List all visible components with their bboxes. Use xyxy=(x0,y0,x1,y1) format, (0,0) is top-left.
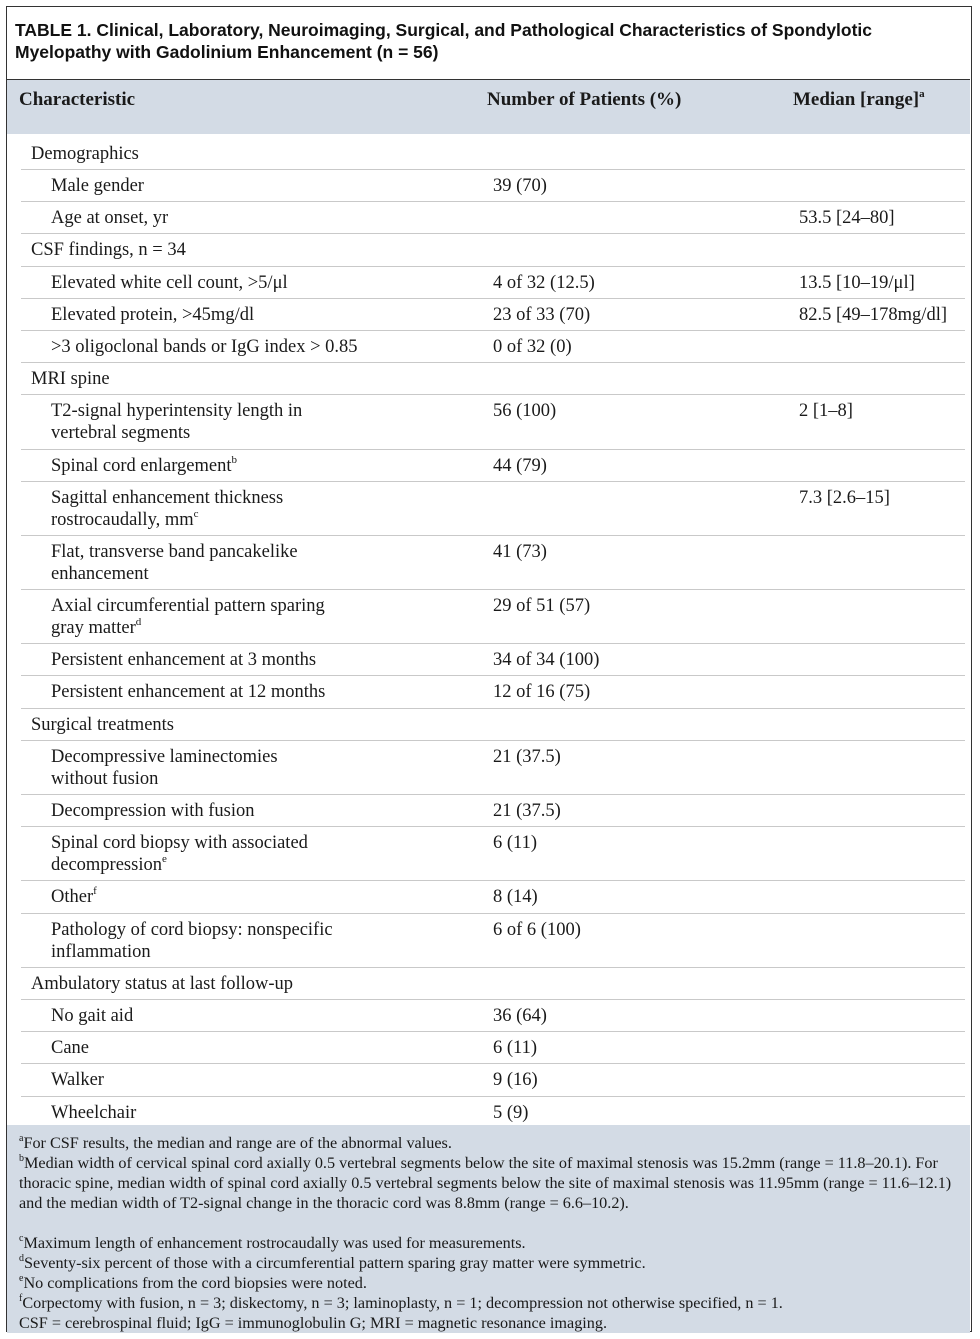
row-label: Decompression with fusion xyxy=(51,801,255,821)
row-label: Age at onset, yr xyxy=(51,208,169,229)
row-label: Male gender xyxy=(51,176,144,196)
table-row xyxy=(21,795,965,827)
table-row xyxy=(21,827,965,881)
row-label: T2-signal hyperintensity length in vertebral segments xyxy=(51,401,303,444)
table-row xyxy=(21,202,965,234)
row-patients: 12 of 16 (75) xyxy=(493,682,591,703)
table-row xyxy=(21,395,965,449)
footnote-mark: e xyxy=(161,853,167,866)
row-label: Sagittal enhancement thickness rostrocaudally, mm xyxy=(51,487,284,530)
table-row xyxy=(21,741,965,795)
row-label-wrap xyxy=(51,455,491,477)
table-row xyxy=(21,536,965,590)
table-footnotes xyxy=(7,1125,970,1333)
row-label: No gait aid xyxy=(51,1005,134,1026)
footnote-text: CSF = cerebrospinal fluid; IgG = immunoglobulin G; MRI = magnetic resonance imaging. xyxy=(19,1314,608,1332)
row-label: Wheelchair xyxy=(51,1102,137,1123)
row-patients: 44 (79) xyxy=(493,455,547,476)
row-label: Walker xyxy=(51,1070,104,1091)
table-row xyxy=(21,482,965,536)
footnote-text: Seventy-six percent of those with a circumferential pattern sparing gray matter were symmetric. xyxy=(24,1254,646,1272)
row-median: 7.3 [2.6–15] xyxy=(799,487,890,508)
row-label: Demographics xyxy=(31,144,139,164)
row-patients: 56 (100) xyxy=(493,401,557,422)
footnote-text: Maximum length of enhancement rostrocaudally was used for measurements. xyxy=(23,1234,526,1252)
footnote-mark: a xyxy=(19,1133,24,1144)
footnote-c xyxy=(19,1233,964,1253)
table-frame xyxy=(6,6,972,1332)
table-row xyxy=(21,1000,965,1032)
row-patients: 21 (37.5) xyxy=(493,801,561,821)
table-row xyxy=(21,590,965,644)
table-row xyxy=(21,1097,965,1129)
header-median xyxy=(793,88,925,112)
row-label-wrap xyxy=(51,487,351,531)
footnote-d xyxy=(19,1253,964,1273)
footnote-abbreviations xyxy=(19,1313,964,1333)
footnote-mark: d xyxy=(135,616,142,629)
row-patients: 6 (11) xyxy=(493,1038,538,1059)
header-median-text: Median [range] xyxy=(793,89,920,110)
footnote-mark: c xyxy=(19,1233,24,1244)
row-label: Elevated white cell count, >5/μl xyxy=(51,272,288,293)
row-label: >3 oligoclonal bands or IgG index > 0.85 xyxy=(51,336,358,357)
table-label: TABLE 1. xyxy=(15,20,92,40)
section-row-mri xyxy=(21,363,965,395)
table-row xyxy=(21,676,965,708)
footnote-text: Median width of cervical spinal cord axially 0.5 vertebral segments below the site of maximal stenosis was 15.2mm (range = 11.8–20.1). For thoracic spine, median width of spinal cord axially 0.5 vertebral segments below the site of maximal stenosis was 11.95mm (range = 11.6–12.1) and the median width of T2-signal change in the thoracic cord was 8.8mm (range = 6.6–10.2). xyxy=(19,1154,952,1212)
row-patients: 21 (37.5) xyxy=(493,746,561,767)
table-row xyxy=(21,644,965,676)
table-row xyxy=(21,331,965,363)
table-caption xyxy=(15,19,965,63)
table-title: Clinical, Laboratory, Neuroimaging, Surgical, and Pathological Characteristics of Spondylotic Myelopathy with Gadolinium Enhancement (n = 56) xyxy=(15,20,873,62)
footnote-mark: e xyxy=(19,1273,24,1284)
table-row xyxy=(21,267,965,299)
row-label: Spinal cord biopsy with associated decompression xyxy=(51,833,308,876)
table-row xyxy=(21,299,965,331)
row-label: MRI spine xyxy=(31,369,110,390)
row-label-wrap xyxy=(51,832,351,876)
footnote-text: Corpectomy with fusion, n = 3; diskectomy, n = 3; laminoplasty, n = 1; decompression not otherwise specified, n = 1. xyxy=(22,1294,783,1312)
table-row xyxy=(21,881,965,913)
footnote-a xyxy=(19,1133,964,1153)
footnote-e xyxy=(19,1273,964,1293)
row-patients: 6 of 6 (100) xyxy=(493,919,581,940)
section-row-demographics xyxy=(21,138,965,170)
table-row xyxy=(21,450,965,482)
row-label: Axial circumferential pattern sparing gray matter xyxy=(51,596,325,639)
row-patients: 36 (64) xyxy=(493,1005,547,1026)
header-characteristic: Characteristic xyxy=(19,89,136,110)
row-label: Cane xyxy=(51,1038,90,1059)
header-median-sup: a xyxy=(919,88,925,100)
header-patients: Number of Patients (%) xyxy=(487,89,682,110)
section-row-csf xyxy=(21,234,965,266)
row-label-wrap xyxy=(51,595,351,639)
row-label: Persistent enhancement at 3 months xyxy=(51,650,317,671)
row-label: Elevated protein, >45mg/dl xyxy=(51,304,255,325)
row-median: 2 [1–8] xyxy=(799,401,853,422)
table-row xyxy=(21,170,965,202)
row-median: 82.5 [49–178mg/dl] xyxy=(799,304,947,325)
footnote-text: For CSF results, the median and range are of the abnormal values. xyxy=(23,1134,452,1152)
row-label: Surgical treatments xyxy=(31,714,174,735)
row-median: 13.5 [10–19/μl] xyxy=(799,272,915,293)
row-patients: 23 of 33 (70) xyxy=(493,304,591,325)
footnote-b xyxy=(19,1153,964,1213)
row-patients: 8 (14) xyxy=(493,887,538,908)
row-label-wrap xyxy=(51,886,491,908)
table-header-row xyxy=(7,79,970,134)
footnote-f xyxy=(19,1293,964,1313)
row-patients: 41 (73) xyxy=(493,541,547,562)
row-label: Persistent enhancement at 12 months xyxy=(51,682,326,703)
row-patients: 29 of 51 (57) xyxy=(493,596,591,617)
row-patients: 9 (16) xyxy=(493,1070,538,1091)
row-patients: 4 of 32 (12.5) xyxy=(493,272,595,293)
section-row-surgical xyxy=(21,709,965,741)
row-label: Pathology of cord biopsy: nonspecific inflammation xyxy=(51,919,333,962)
footnote-text: No complications from the cord biopsies were noted. xyxy=(23,1274,367,1292)
footnote-mark: f xyxy=(19,1293,23,1304)
footnote-mark: d xyxy=(19,1253,24,1264)
section-row-ambulatory xyxy=(21,968,965,1000)
footnote-mark: b xyxy=(231,453,237,466)
row-patients: 0 of 32 (0) xyxy=(493,336,572,357)
row-label: Spinal cord enlargement xyxy=(51,455,232,476)
table-row xyxy=(21,1064,965,1096)
row-label: Flat, transverse band pancakelike enhancement xyxy=(51,541,298,584)
table-row xyxy=(21,1032,965,1064)
row-patients: 39 (70) xyxy=(493,176,547,196)
row-label: Other xyxy=(51,887,94,908)
row-label: Decompressive laminectomies without fusion xyxy=(51,746,278,789)
table-row xyxy=(21,914,965,968)
footnote-mark: c xyxy=(193,507,199,520)
row-patients: 5 (9) xyxy=(493,1102,529,1123)
row-label: CSF findings, n = 34 xyxy=(31,240,186,261)
row-patients: 34 of 34 (100) xyxy=(493,650,600,671)
row-median: 53.5 [24–80] xyxy=(799,208,895,229)
footnote-mark: f xyxy=(93,885,97,898)
footnote-mark: b xyxy=(19,1153,24,1164)
row-label: Ambulatory status at last follow-up xyxy=(31,973,294,994)
row-patients: 6 (11) xyxy=(493,833,538,854)
table-body xyxy=(21,134,965,1129)
